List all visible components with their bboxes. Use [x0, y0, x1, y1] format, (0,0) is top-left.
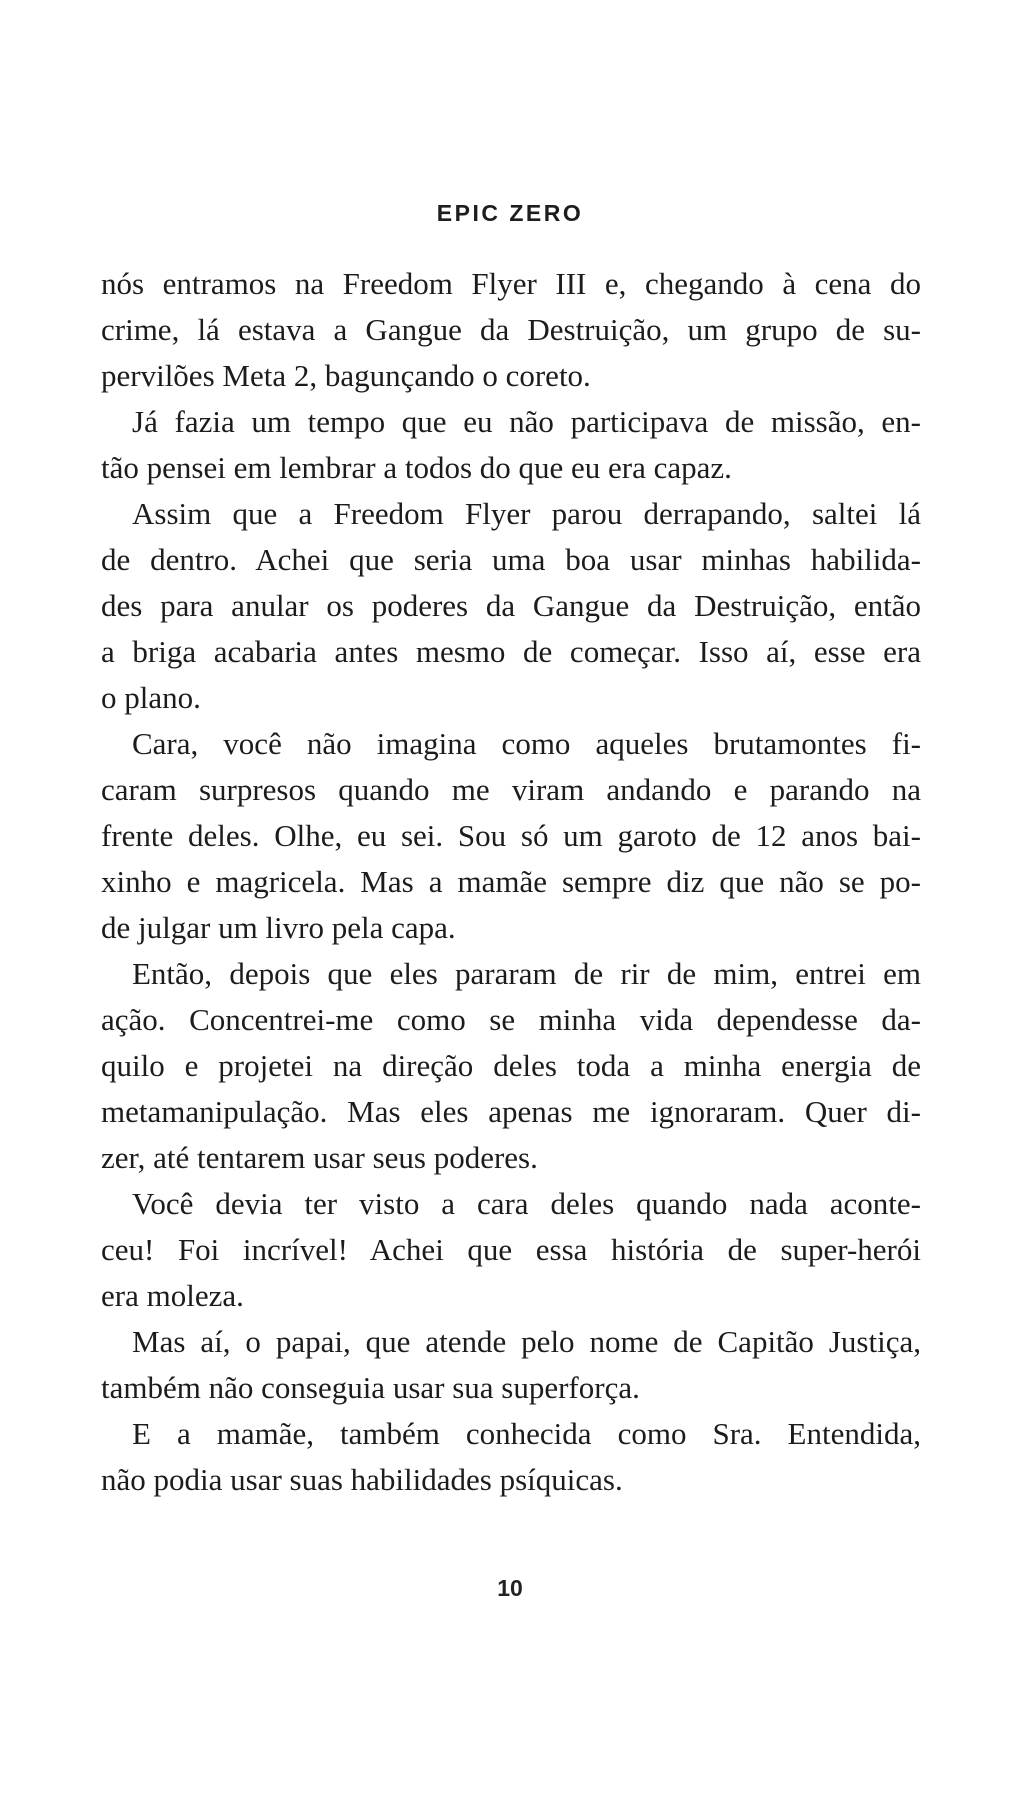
text-line: nós entramos na Freedom Flyer III e, chegando à cena do: [101, 266, 921, 301]
text-line: Já fazia um tempo que eu não participava de missão, en-: [132, 404, 921, 439]
text-line: frente deles. Olhe, eu sei. Sou só um garoto de 12 anos bai-: [101, 818, 921, 853]
page-number: 10: [497, 1575, 523, 1601]
running-header: EPIC ZERO: [436, 200, 584, 226]
text-line: pervilões Meta 2, bagunçando o coreto.: [101, 358, 591, 393]
text-line: de dentro. Achei que seria uma boa usar minhas habilida-: [101, 542, 921, 577]
text-line: era moleza.: [101, 1278, 244, 1313]
text-line: metamanipulação. Mas eles apenas me ignoraram. Quer di-: [101, 1094, 921, 1129]
text-line: não podia usar suas habilidades psíquicas.: [101, 1462, 623, 1497]
text-line: Cara, você não imagina como aqueles brutamontes fi-: [132, 726, 921, 761]
text-line: também não conseguia usar sua superforça.: [101, 1370, 640, 1405]
text-line: crime, lá estava a Gangue da Destruição, um grupo de su-: [101, 312, 921, 347]
text-line: a briga acabaria antes mesmo de começar. Isso aí, esse era: [101, 634, 921, 669]
body-text-block: [101, 261, 921, 1503]
text-line: Então, depois que eles pararam de rir de mim, entrei em: [132, 956, 921, 991]
text-line: des para anular os poderes da Gangue da Destruição, então: [101, 588, 921, 623]
text-line: Assim que a Freedom Flyer parou derrapando, saltei lá: [132, 496, 921, 531]
text-line: xinho e magricela. Mas a mamãe sempre diz que não se po-: [101, 864, 921, 899]
text-line: caram surpresos quando me viram andando e parando na: [101, 772, 921, 807]
text-line: ação. Concentrei-me como se minha vida dependesse da-: [101, 1002, 921, 1037]
text-line: Você devia ter visto a cara deles quando nada aconte-: [132, 1186, 921, 1221]
text-line: quilo e projetei na direção deles toda a minha energia de: [101, 1048, 921, 1083]
text-line: ceu! Foi incrível! Achei que essa história de super-herói: [101, 1232, 921, 1267]
text-line: o plano.: [101, 680, 201, 715]
text-line: tão pensei em lembrar a todos do que eu era capaz.: [101, 450, 732, 485]
text-line: Mas aí, o papai, que atende pelo nome de Capitão Justiça,: [132, 1324, 921, 1359]
text-line: zer, até tentarem usar seus poderes.: [101, 1140, 538, 1175]
text-line: de julgar um livro pela capa.: [101, 910, 456, 945]
text-line: E a mamãe, também conhecida como Sra. Entendida,: [132, 1416, 921, 1451]
